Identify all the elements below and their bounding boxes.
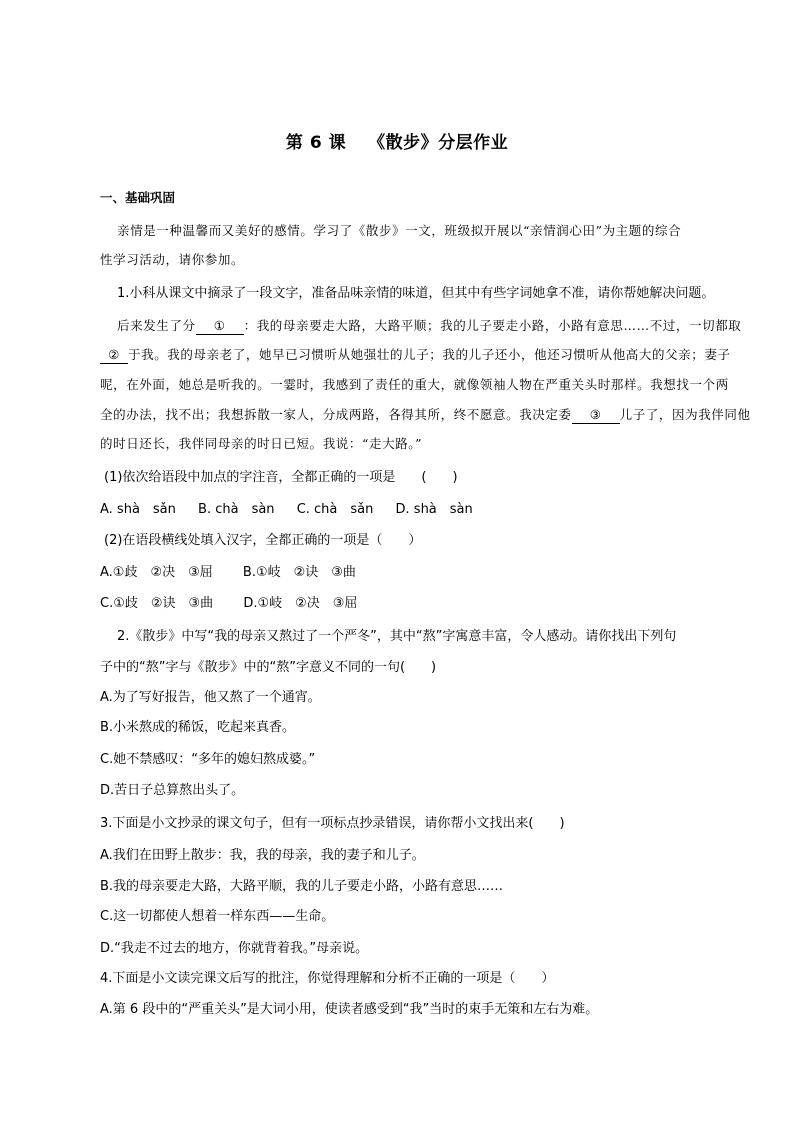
q2-option-c: C.她不禁感叹：“多年的媳妇熬成婆。” (100, 752, 316, 767)
blank-2: ② (100, 347, 128, 364)
q1-sub1-options (100, 500, 700, 520)
intro-line-1: 亲情是一种温馨而又美好的感情。学习了《散步》一文，班级拟开展以“亲情润心田”为主题的综合 (117, 223, 682, 238)
q2-stem-line-2: 子中的“熬”字与《散步》中的“熬”字意义不同的一句( ) (100, 660, 437, 675)
option-d: D.①岐 ②决 ③屈 (243, 596, 358, 611)
option-c: C.①歧 ②诀 ③曲 (100, 596, 214, 611)
option-a: A.①歧 ②决 ③屈 (100, 565, 213, 580)
q1-sub2-options-row-2 (100, 594, 700, 614)
blank-1: ① (196, 318, 244, 335)
q1-excerpt-line-4: 全的办法，找不出；我想拆散一家人，分成两路，各得其所，终不愿意。我决定委 ③ 儿子了，因为我伴同他 (100, 407, 751, 422)
q1-sub2-options-row-1 (100, 563, 700, 583)
blank-3: ③ (572, 407, 620, 424)
q3-option-a: A.我们在田野上散步：我，我的母亲，我的妻子和儿子。 (100, 848, 425, 863)
q1-excerpt-line-2: ② 于我。我的母亲老了，她早已习惯听从她强壮的儿子；我的儿子还小，他还习惯听从他高大的父亲；妻子 (100, 345, 700, 365)
lesson-name: 《散步》分层作业 (368, 133, 509, 153)
q1-sub2-stem: (2)在语段横线处填入汉字，全都正确的一项是（ ） (104, 533, 422, 548)
lesson-number: 第 6 课 (285, 133, 347, 153)
q1-excerpt-line-5: 的时日还长，我伴同母亲的时日已短。我说：“走大路。” (100, 436, 423, 451)
q4-option-a: A.第 6 段中的“严重关头”是大词小用，使读者感受到“我”当时的束手无策和左右为难。 (100, 1002, 599, 1017)
q3-option-d: D.“我走不过去的地方，你就背着我。”母亲说。 (100, 941, 369, 956)
option-d: D. shà sàn (395, 502, 473, 517)
q4-stem: 4.下面是小文读完课文后写的批注，你觉得理解和分析不正确的一项是（ ） (100, 971, 555, 986)
intro-line-2: 性学习活动，请你参加。 (100, 252, 245, 267)
q2-option-b: B.小米熬成的稀饭，吃起来真香。 (100, 720, 296, 735)
q1-stem: 1.小科从课文中摘录了一段文字，准备品味亲情的味道，但其中有些字词她拿不准，请你帮她解决问题。 (117, 286, 715, 301)
option-a: A. shà sǎn (100, 502, 176, 517)
q1-sub1-stem: (1)依次给语段中加点的字注音，全都正确的一项是 ( ) (104, 470, 458, 485)
q2-option-a: A.为了写好报告，他又熬了一个通宵。 (100, 690, 321, 705)
q1-excerpt-line-3: 呢，在外面，她总是听我的。一霎时，我感到了责任的重大，就像领袖人物在严重关头时那样。我想找一个两 (100, 377, 729, 392)
option-b: B. chà sàn (198, 502, 275, 517)
q2-option-d: D.苦日子总算熬出头了。 (100, 783, 245, 798)
option-b: B.①岐 ②诀 ③曲 (242, 565, 356, 580)
q3-option-c: C.这一切都使人想着一样东西——生命。 (100, 909, 335, 924)
q2-stem-line-1: 2.《散步》中写“我的母亲又熬过了一个严冬”，其中“熬”字寓意丰富，令人感动。请你找出下列句 (117, 629, 677, 644)
page-title (0, 128, 794, 153)
q1-excerpt-line-1: 后来发生了分 ① ：我的母亲要走大路，大路平顺；我的儿子要走小路，小路有意思……不过，一切都取 (117, 318, 742, 333)
section-heading: 一、基础巩固 (100, 190, 176, 205)
q3-stem: 3.下面是小文抄录的课文句子，但有一项标点抄录错误，请你帮小文找出来( ) (100, 816, 565, 831)
option-c: C. chà sǎn (296, 502, 374, 517)
q3-option-b: B.我的母亲要走大路，大路平顺，我的儿子要走小路，小路有意思…… (100, 879, 504, 894)
